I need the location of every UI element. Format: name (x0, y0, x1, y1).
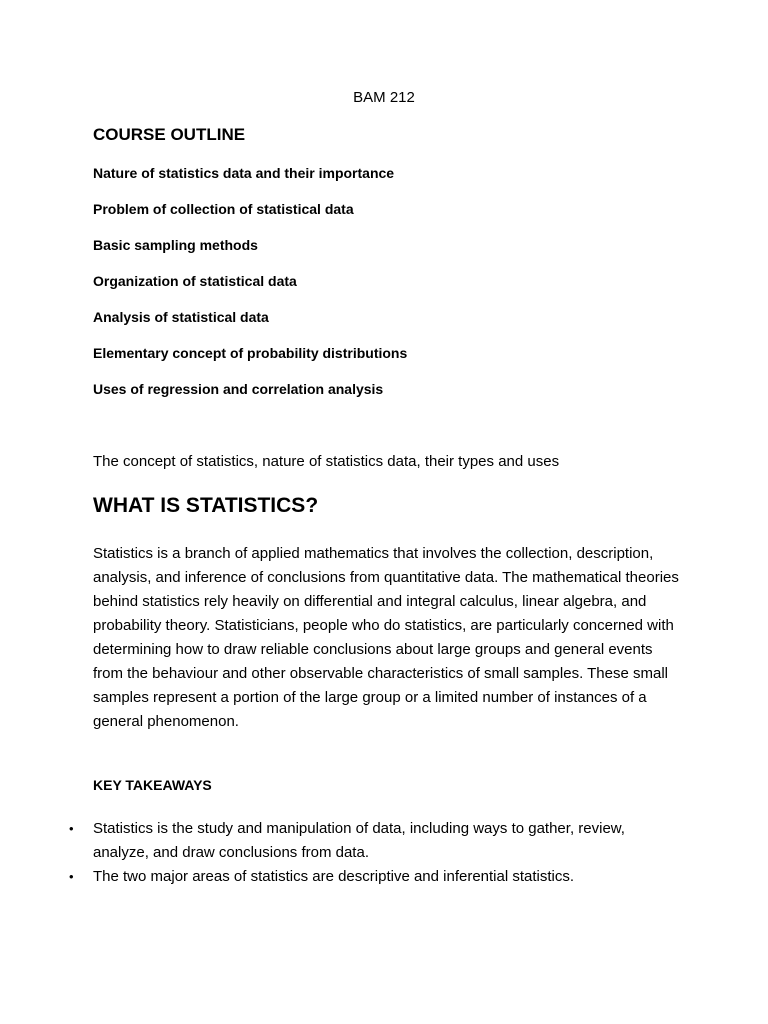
outline-item: Basic sampling methods (93, 237, 258, 253)
takeaways-list (64, 817, 684, 889)
outline-item: Problem of collection of statistical data (93, 201, 354, 217)
bullet-icon: • (69, 821, 74, 836)
section-heading: WHAT IS STATISTICS? (93, 494, 319, 517)
outline-item: Elementary concept of probability distributions (93, 345, 408, 361)
concept-line: The concept of statistics, nature of statistics data, their types and uses (93, 453, 560, 470)
outline-item: Organization of statistical data (93, 273, 297, 289)
outline-item: Uses of regression and correlation analysis (93, 381, 384, 397)
outline-list (93, 164, 407, 416)
list-item (64, 865, 684, 889)
body-paragraph: Statistics is a branch of applied mathematics that involves the collection, description, analysis, and inference of conclusions from quantitative data. The mathematical theories behind statistics rely heavily on differential and integral calculus, linear algebra, and probability theory. Statisticians, people who do statistics, are particularly concerned with determining how to draw reliable conclusions about large groups and general events from the behaviour and other observable characteristics of small samples. These small samples represent a portion of the large group or a limited number of instances of a general phenomenon. (93, 545, 679, 730)
list-item-text: Statistics is the study and manipulation of data, including ways to gather, review, analyze, and draw conclusions from data. (93, 820, 625, 861)
course-code: BAM 212 (353, 89, 415, 106)
outline-title: COURSE OUTLINE (93, 125, 246, 144)
bullet-icon: • (69, 869, 74, 884)
list-item (64, 817, 684, 865)
outline-item: Nature of statistics data and their importance (93, 165, 395, 181)
outline-item: Analysis of statistical data (93, 309, 269, 325)
takeaways-title: KEY TAKEAWAYS (93, 777, 212, 793)
list-item-text: The two major areas of statistics are descriptive and inferential statistics. (93, 868, 575, 885)
